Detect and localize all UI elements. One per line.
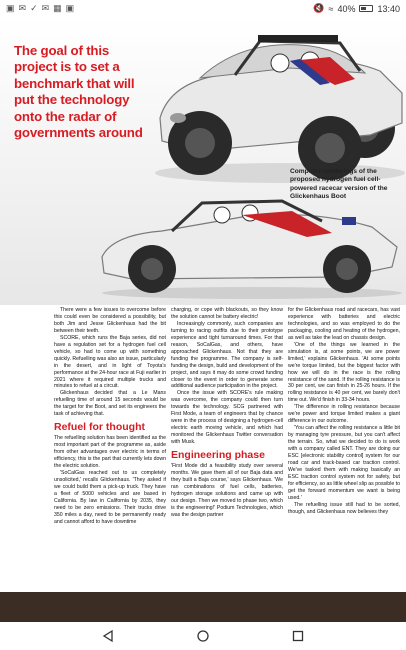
clock: 13:40: [377, 3, 400, 14]
pull-quote: The goal of this project is to set a benchmark that will put the technology onto the radar of governments around: [14, 43, 143, 141]
back-button[interactable]: [98, 626, 118, 646]
image-caption: Computer renderings of the proposed hydrogen fuel cell-powered racecar version of the Glickenhaus Boot: [290, 168, 388, 201]
paragraph: There were a few issues to overcome before this could even be considered a possibility, but both Jim and Jesse Glickenhaus had the bit between their teeth.: [54, 307, 166, 334]
paragraph: 'The difference in rolling resistance because we're power and torque limited makes a giant difference in our outcome.: [288, 404, 400, 425]
paragraph: 'First Mode did a feasibility study over several months. We gave them all of our Baja data and they built a Baja course,' says Glickenhaus. 'We ran combinations of fuel cells, batteries, hydrogen storage solutions and came up with our design. Then we moved to phase two, which is the engineering!' Podium Technologies, which was the design partner: [171, 463, 283, 518]
paragraph: The refuelling solution has been identified as the most important part of the programme as, aside from other advantages over electric in terms of efficiency, this is the part that currently lets down the electric solution.: [54, 435, 166, 470]
image-icon: ▣: [65, 3, 75, 13]
article-column-2: [171, 307, 283, 519]
paragraph: 'SoCalGas reached out to us completely unsolicited,' recalls Glickenhaus. 'They asked if we could build them a pick-up truck. They have a fleet of 5000 vehicles and are based in California. By law in California by 2035, they need to be zero emissions. Their trucks drive 350 miles a day, need to be permanently ready and cannot afford to have downtime: [54, 470, 166, 525]
paragraph: Once the issue with SCORE's rule making was overcome, the company could then turn towards the technology. SCG partnered with First Mode, a team of engineers that by chance were in the process of designing a hydrogen-cell electric earth moving vehicle, and which had monitored the Glickenhaus Twitter conversation with Musk.: [171, 390, 283, 446]
article-body: [0, 307, 406, 592]
recents-button[interactable]: [288, 626, 308, 646]
status-bar: [0, 0, 406, 17]
check-icon: ✓: [30, 3, 38, 13]
car-rendering-top: [140, 23, 406, 183]
mail-icon: ✉: [41, 3, 50, 13]
hero-image: [0, 17, 406, 305]
paragraph: The refuelling issue still had to be sorted, though, and Glickenhaus now believes they: [288, 501, 400, 515]
mute-icon: 🔇: [313, 3, 325, 13]
article-column-1: [54, 307, 166, 526]
battery-percent: 40%: [337, 3, 356, 14]
section-heading: Refuel for thought: [54, 421, 145, 434]
recents-square-icon: [291, 629, 305, 643]
paragraph: for the Glickenhaus road and racecars, has vast experience with batteries and electric technologies, and so was employed to do the packaging, cooling and heating of the hydrogen, as well as take the lead on chassis design.: [288, 307, 400, 341]
reader-background: [0, 592, 406, 622]
car-rendering-bottom: [92, 187, 402, 299]
home-button[interactable]: [193, 626, 213, 646]
paragraph: 'One of the things we learned in the simulation is, at some points, we are power limited,' explains Glickenhaus. 'At some points we're torque limited, but the biggest factor with how we will do in the race is the rolling resistance of the sand. If the rolling resistance is 30 per cent, we can finish in 25-26 hours. If the rolling resistance is 40 per cent, we barely don't time out. We'd finish in 33-34 hours.: [288, 341, 400, 404]
navigation-bar: [0, 622, 406, 650]
article-column-3: [288, 307, 400, 516]
paragraph: Glickenhaus decided that a Le Mans refuelling time of around 15 seconds would be the target for the Boot, and set its engineers the task of achieving that.: [54, 390, 166, 418]
mail-icon: ✉: [18, 3, 27, 13]
paragraph: 'You can affect the rolling resistance a little bit by managing tyre pressure, but you can't affect the terrain. So, what we decided to do is work with a company called ENT. They are doing our ESC [electronic stability control] system for our road car and track-based car traction control. We've tasked them with making basically an ESC traction control system not for safety, but for efficiency, so as little wheel slip as possible to get the forward momentum we want is being used.': [288, 425, 400, 501]
paragraph: charging, or cope with blackouts, so they know the solution cannot be battery electric!: [171, 307, 283, 320]
notification-icons: [6, 3, 74, 14]
calendar-icon: ▦: [53, 3, 62, 13]
back-triangle-icon: [101, 629, 115, 643]
paragraph: SCORE, which runs the Baja series, did not have a regulation set for a hydrogen fuel cell vehicle, so had to come up with something quickly. Refuelling was also an issue, particularly in the desert, and in light of Toyota's performance at the 24-hour race at Fuji earlier in 2021 where it required multiple trucks and minutes to refuel at a circuit.: [54, 334, 166, 390]
battery-icon: [359, 5, 373, 12]
wifi-icon: ≈: [328, 3, 334, 14]
gallery-icon: ▣: [6, 3, 15, 13]
section-heading: Engineering phase: [171, 449, 265, 462]
home-circle-icon: [196, 629, 210, 643]
magazine-page[interactable]: [0, 17, 406, 592]
paragraph: Increasingly commonly, such companies are turning to racing outfits due to their prototype experience and tight turnaround times. For that reason, SoCalGas, and others, have approached Glickenhaus. Not that they are funding the programme. The company is self-funding the design, build and development of the project, and says it may do some crowd funding closer to the event in order to generate some additional audience participation in the project.: [171, 320, 283, 390]
system-indicators: [313, 3, 400, 14]
